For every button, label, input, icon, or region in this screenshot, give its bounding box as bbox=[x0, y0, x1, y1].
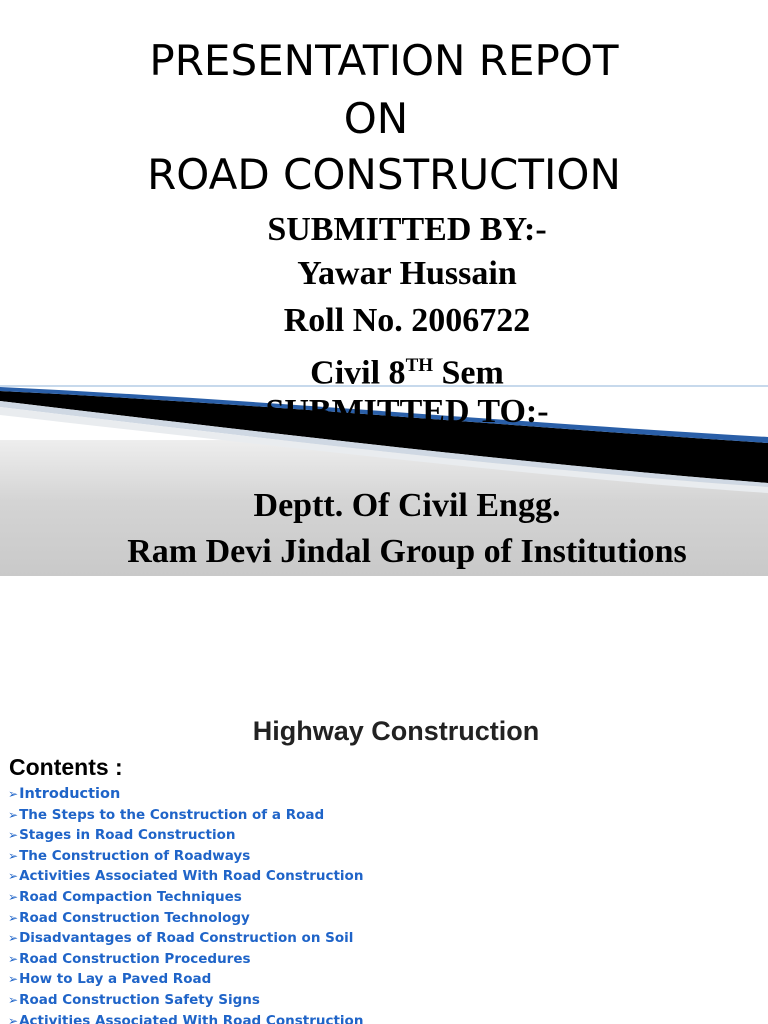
submitted-by-label: SUBMITTED BY:- bbox=[267, 211, 547, 248]
arrow-bullet-icon: ➢ bbox=[8, 951, 19, 966]
contents-item-label: Road Construction Safety Signs bbox=[19, 991, 260, 1008]
arrow-bullet-icon: ➢ bbox=[8, 828, 19, 843]
arrow-bullet-icon: ➢ bbox=[8, 787, 19, 801]
contents-item[interactable] bbox=[8, 1011, 363, 1024]
contents-item-label: The Construction of Roadways bbox=[19, 847, 251, 864]
contents-item[interactable] bbox=[8, 990, 363, 1011]
contents-item-label: Road Construction Technology bbox=[19, 909, 250, 926]
contents-item[interactable] bbox=[8, 969, 363, 990]
submitted-to-label: SUBMITTED TO:- bbox=[265, 393, 549, 430]
institution: Ram Devi Jindal Group of Institutions bbox=[127, 533, 687, 570]
contents-list bbox=[8, 784, 363, 1024]
arrow-bullet-icon: ➢ bbox=[8, 848, 19, 863]
arrow-bullet-icon: ➢ bbox=[8, 992, 19, 1007]
contents-item[interactable] bbox=[8, 825, 363, 846]
contents-item-label: Activities Associated With Road Construction bbox=[19, 868, 364, 885]
contents-item[interactable] bbox=[8, 928, 363, 949]
contents-item-label: Activities Associated With Road Construction bbox=[19, 1012, 364, 1024]
title-line-1: PRESENTATION REPOT bbox=[149, 36, 619, 85]
arrow-bullet-icon: ➢ bbox=[8, 889, 19, 904]
contents-item[interactable] bbox=[8, 805, 363, 826]
contents-item[interactable] bbox=[8, 784, 363, 805]
contents-slide bbox=[0, 700, 768, 1024]
arrow-bullet-icon: ➢ bbox=[8, 807, 19, 822]
title-line-2: ON bbox=[343, 94, 409, 143]
contents-item[interactable] bbox=[8, 866, 363, 887]
student-name: Yawar Hussain bbox=[297, 255, 517, 292]
roll-number: Roll No. 2006722 bbox=[283, 302, 531, 339]
arrow-bullet-icon: ➢ bbox=[8, 869, 19, 884]
contents-item-label: Road Construction Procedures bbox=[19, 950, 251, 967]
contents-item-label: How to Lay a Paved Road bbox=[19, 971, 212, 988]
contents-label: Contents : bbox=[9, 754, 123, 780]
title-line-3: ROAD CONSTRUCTION bbox=[147, 150, 621, 199]
contents-item-label: The Steps to the Construction of a Road bbox=[19, 806, 325, 823]
contents-item-label: Stages in Road Construction bbox=[19, 827, 236, 844]
contents-item[interactable] bbox=[8, 908, 363, 929]
arrow-bullet-icon: ➢ bbox=[8, 972, 19, 987]
contents-item-label: Introduction bbox=[19, 786, 121, 802]
contents-item-label: Disadvantages of Road Construction on Soil bbox=[19, 930, 354, 947]
arrow-bullet-icon: ➢ bbox=[8, 910, 19, 925]
contents-item-label: Road Compaction Techniques bbox=[19, 888, 242, 905]
semester: Civil 8TH Sem bbox=[310, 354, 504, 392]
contents-item[interactable] bbox=[8, 887, 363, 908]
slide-title: Highway Construction bbox=[252, 716, 540, 746]
department: Deptt. Of Civil Engg. bbox=[253, 487, 561, 524]
arrow-bullet-icon: ➢ bbox=[8, 1013, 19, 1024]
contents-item[interactable] bbox=[8, 846, 363, 867]
arrow-bullet-icon: ➢ bbox=[8, 931, 19, 946]
contents-item[interactable] bbox=[8, 949, 363, 970]
